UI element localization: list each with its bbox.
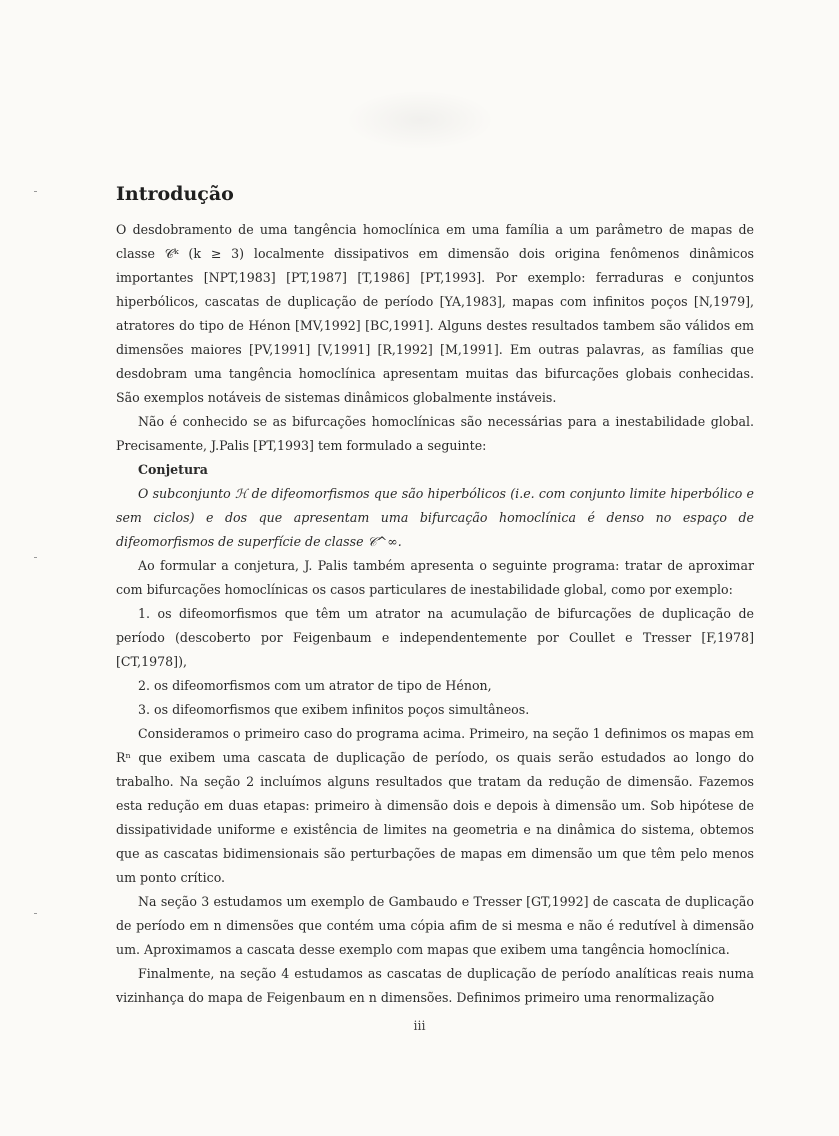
conjecture-statement: O subconjunto ℋ de difeomorfismos que são hiperbólicos (i.e. com conjunto limite hiperbólico e sem ciclos) e dos que apresentam uma bifurcação homoclínica é denso no espaço de difeomorfismos de superfície de classe 𝒞^∞. (116, 486, 754, 549)
paragraph-sections: Consideramos o primeiro caso do programa acima. Primeiro, na seção 1 definimos os mapas em Rⁿ que exibem uma cascata de duplicação de período, os quais serão estudados ao longo do trabalho. Na seção 2 incluímos alguns resultados que tratam da redução de dimensão. Fazemos esta redução em duas etapas: primeiro à dimensão dois e depois à dimensão um. Sob hipótese de dissipatividade uniforme e existência de limites na geometria e na dinâmica do sistema, obtemos que as cascatas bidimensionais são perturbações de mapas em dimensão um que têm pelo menos um ponto crítico. (116, 726, 754, 885)
paragraph-section-3: Na seção 3 estudamos um exemplo de Gambaudo e Tresser [GT,1992] de cascata de duplicação de período em n dimensões que contém uma cópia afim de si mesma e não é redutível à dimensão um. Aproximamos a cascata desse exemplo com mapas que exibem uma tangência homoclínica. (116, 894, 754, 957)
paragraph-program: Ao formular a conjetura, J. Palis também apresenta o seguinte programa: tratar de aproximar com bifurcações homoclínicas os casos particulares de inestabilidade global, como por exemplo: (116, 558, 754, 597)
margin-mark (34, 913, 37, 914)
list-item: 2. os difeomorfismos com um atrator de tipo de Hénon, (138, 678, 492, 693)
margin-mark (34, 191, 37, 192)
paragraph-section-4: Finalmente, na seção 4 estudamos as cascatas de duplicação de período analíticas reais numa vizinhança do mapa de Feigenbaum en n dimensões. Definimos primeiro uma renormalização (116, 966, 754, 1005)
section-title: Introdução (116, 183, 234, 205)
program-list (116, 602, 754, 722)
paragraph-question: Não é conhecido se as bifurcações homoclínicas são necessárias para a inestabilidade global. Precisamente, J.Palis [PT,1993] tem formulado a seguinte: (116, 414, 754, 453)
margin-mark (34, 557, 37, 558)
paragraph-intro: O desdobramento de uma tangência homoclínica em uma família a um parâmetro de mapas de classe 𝒞ᵏ (k ≥ 3) localmente dissipativos em dimensão dois origina fenômenos dinâmicos importantes [NPT,1983] [PT,1987] [T,1986] [PT,1993]. Por exemplo: ferraduras e conjuntos hiperbólicos, cascatas de duplicação de período [YA,1983], mapas com infinitos poços [N,1979], atratores do tipo de Hénon [MV,1992] [BC,1991]. Alguns destes resultados tambem são válidos em dimensões maiores [PV,1991] [V,1991] [R,1992] [M,1991]. Em outras palavras, as famílias que desdobram uma tangência homoclínica apresentam muitas das bifurcações globais conhecidas. São exemplos notáveis de sistemas dinâmicos globalmente instáveis. (116, 222, 754, 405)
list-item: 1. os difeomorfismos que têm um atrator na acumulação de bifurcações de duplicação de período (descoberto por Feigenbaum e independentemente por Coullet e Tresser [F,1978] [CT,1978]), (116, 606, 754, 669)
show-through-smudge (345, 90, 495, 150)
page-number: iii (413, 1018, 426, 1033)
conjecture-title: Conjetura (138, 462, 208, 477)
list-item: 3. os difeomorfismos que exibem infinitos poços simultâneos. (138, 702, 530, 717)
main-text (116, 180, 754, 1010)
